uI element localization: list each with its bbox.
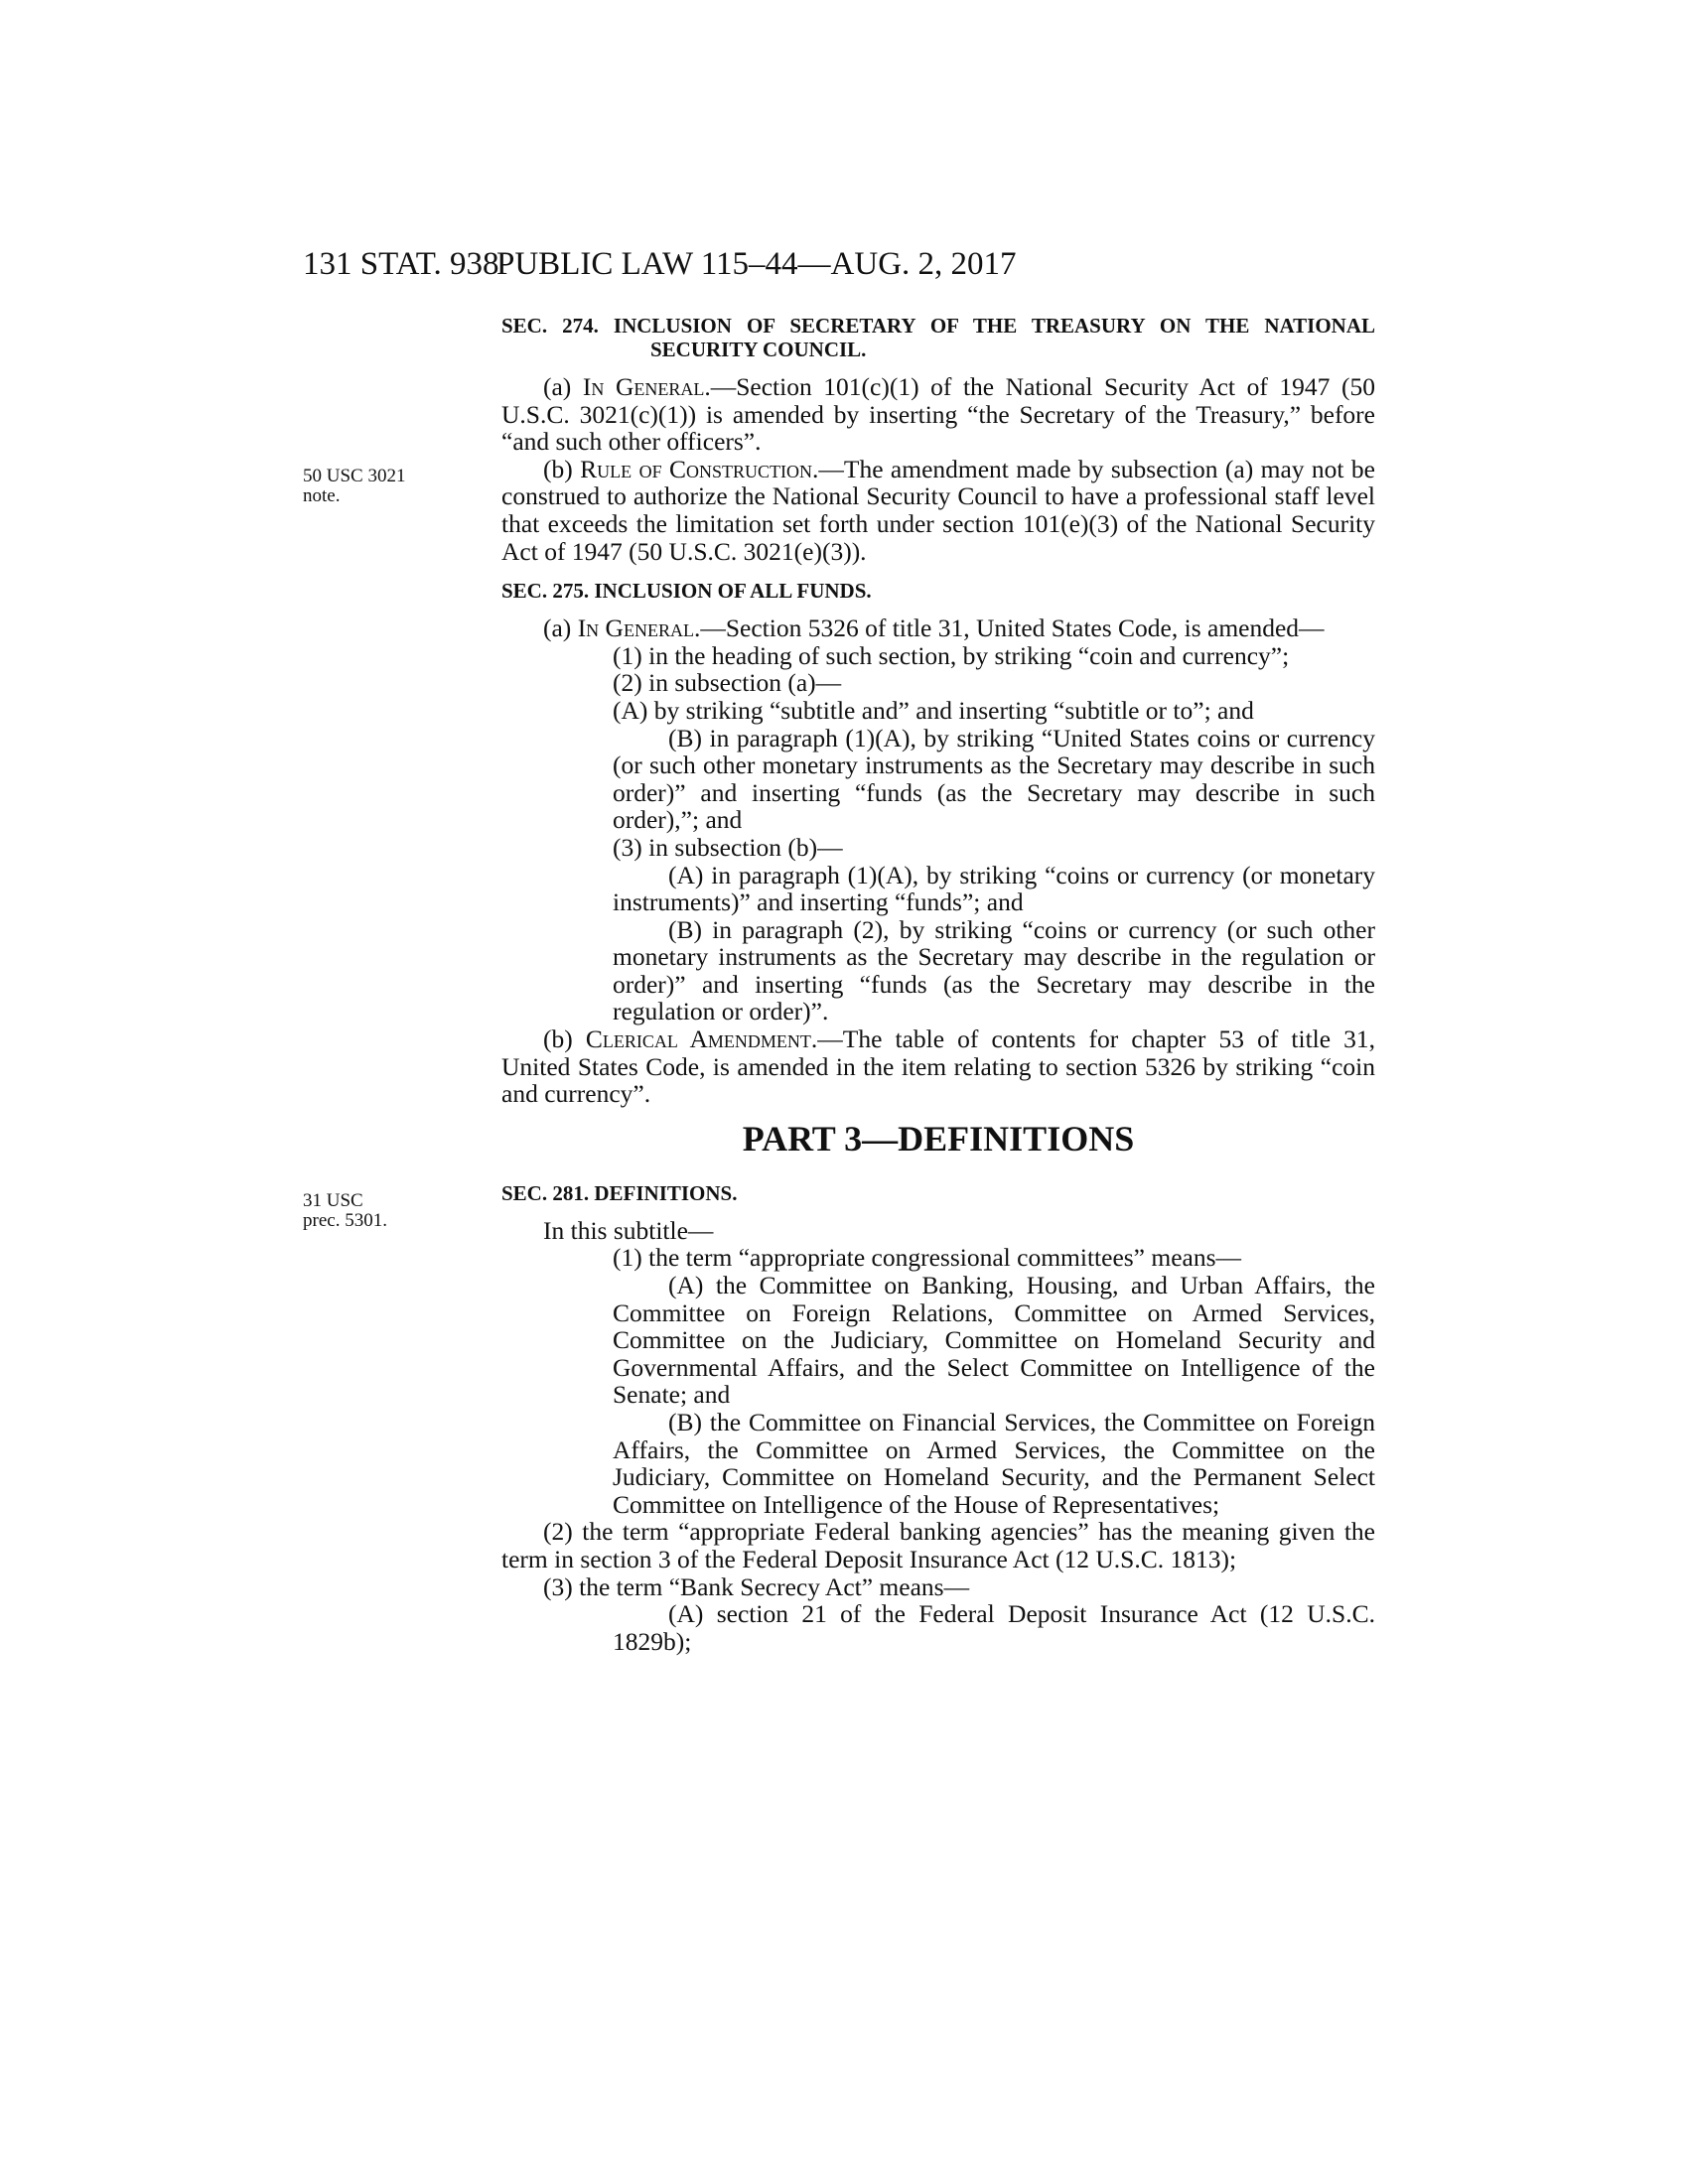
sec-274-a: (a) In General.—Section 101(c)(1) of the National Security Act of 1947 (50 U.S.C. 3021(c)(1)) is amended by inserting “the Secretary of the Treasury,” before “and such other officers”. xyxy=(501,372,1375,457)
sec-275-para-3: (3) in subsection (b)— xyxy=(613,832,843,862)
sec-281-def-2: (2) the term “appropriate Federal banking agencies” has the meaning given the term in section 3 of the Federal Deposit Insurance Act (12 U.S.C. 1813); xyxy=(501,1517,1375,1573)
sec-281-def-1: (1) the term “appropriate congressional committees” means— xyxy=(613,1243,1242,1273)
sec-274-b: (b) Rule of Construction.—The amendment made by subsection (a) may not be construed to authorize the National Security Council to have a professional staff level that exceeds the limitation set forth under section 101(e)(3) of the National Security Act of 1947 (50 U.S.C. 3021(e)(3)). xyxy=(501,454,1375,566)
sec-281-heading: SEC. 281. DEFINITIONS. xyxy=(501,1180,738,1205)
main-text xyxy=(501,314,1375,1655)
sec-275-para-3A: (A) in paragraph (1)(A), by striking “coins or currency (or monetary instruments)” and inserting “funds”; and xyxy=(613,860,1375,917)
public-law-title: PUBLIC LAW 115–44—AUG. 2, 2017 xyxy=(496,246,1017,282)
sec-275-a: (a) In General.—Section 5326 of title 31, United States Code, is amended— xyxy=(543,614,1325,643)
margin-note-31usc: 31 USC prec. 5301. xyxy=(303,1190,387,1231)
running-header xyxy=(303,246,1375,286)
part-3-heading: PART 3—DEFINITIONS xyxy=(742,1118,1135,1159)
margin-note-50usc: 50 USC 3021 note. xyxy=(303,466,406,506)
sec-274-heading: SEC. 274. INCLUSION OF SECRETARY OF THE TREASURY ON THE NATIONAL SECURITY COUNCIL. xyxy=(501,314,1375,361)
sec-275-para-2: (2) in subsection (a)— xyxy=(613,668,842,698)
sec-275-para-2A: (A) by striking “subtitle and” and inserting “subtitle or to”; and xyxy=(613,695,1254,725)
sec-281-intro: In this subtitle— xyxy=(543,1215,714,1245)
sec-281-def-1B: (B) the Committee on Financial Services, the Committee on Foreign Affairs, the Committee on Armed Services, the Committee on the Judiciary, Committee on Homeland Security, and the Permanent Select Committee on Intelligence of the House of Representatives; xyxy=(613,1408,1375,1519)
statute-page-number: 131 STAT. 938 xyxy=(303,246,499,282)
sec-275-para-3B: (B) in paragraph (2), by striking “coins or currency (or such other monetary instruments as the Secretary may describe in the regulation or order)” and inserting “funds (as the Secretary may describe in the regulation or order)”. xyxy=(613,914,1375,1026)
sec-281-def-1A: (A) the Committee on Banking, Housing, and Urban Affairs, the Committee on Foreign Relations, Committee on Armed Services, Committee on the Judiciary, Committee on Homeland Security and Governmental Affairs, and the Select Committee on Intelligence of the Senate; and xyxy=(613,1271,1375,1410)
sec-275-para-2B: (B) in paragraph (1)(A), by striking “United States coins or currency (or such other monetary instruments as the Secretary may describe in such order)” and inserting “funds (as the Secretary may describe in such order),”; and xyxy=(613,723,1375,835)
sec-275-heading: SEC. 275. INCLUSION OF ALL FUNDS. xyxy=(501,579,872,604)
sec-281-def-3: (3) the term “Bank Secrecy Act” means— xyxy=(543,1571,970,1601)
sec-281-def-3A: (A) section 21 of the Federal Deposit Insurance Act (12 U.S.C. 1829b); xyxy=(613,1599,1375,1656)
sec-275-b: (b) Clerical Amendment.—The table of contents for chapter 53 of title 31, United States Code, is amended in the item relating to section 5326 by striking “coin and currency”. xyxy=(501,1024,1376,1109)
sec-275-para-1: (1) in the heading of such section, by striking “coin and currency”; xyxy=(613,640,1290,670)
